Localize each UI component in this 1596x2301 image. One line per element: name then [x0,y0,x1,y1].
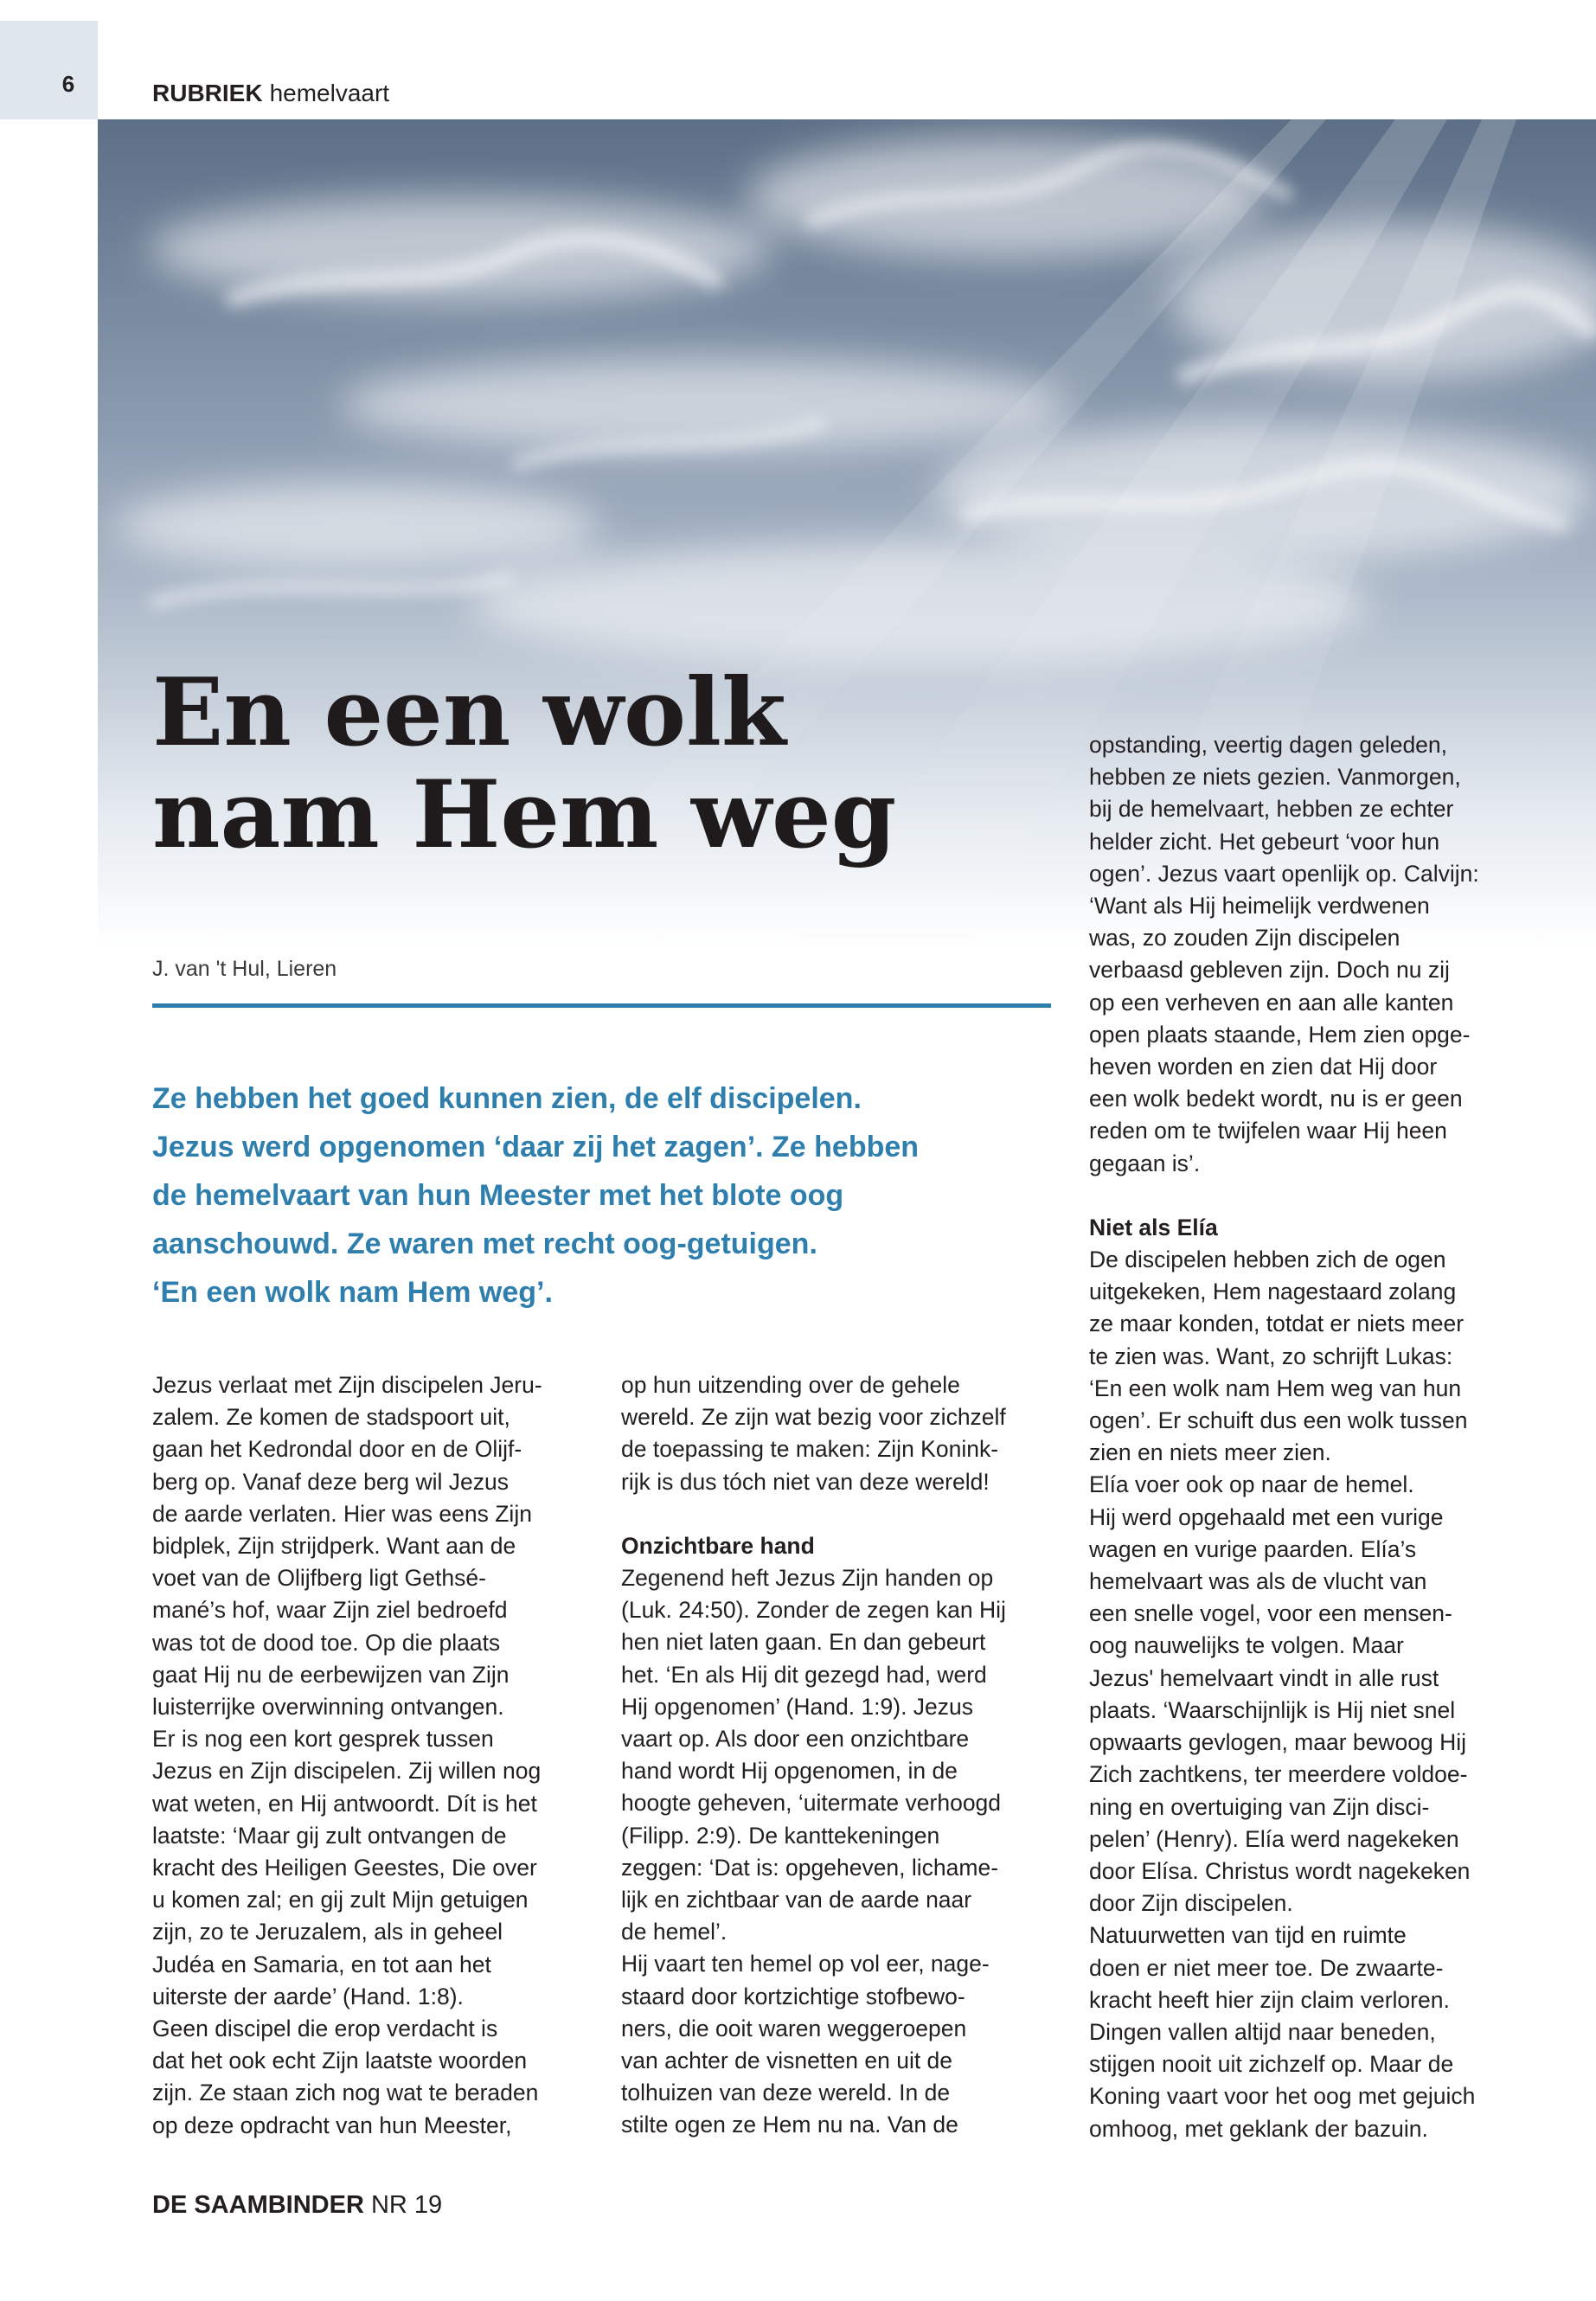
body-line: een snelle vogel, voor een mensen- [1089,1600,1452,1627]
body-line: zijn, zo te Jeruzalem, als in geheel [152,1919,503,1945]
body-line: Hij opgenomen’ (Hand. 1:9). Jezus [621,1693,974,1720]
body-line: plaats. ‘Waarschijnlijk is Hij niet snel [1089,1696,1456,1723]
body-line: (Luk. 24:50). Zonder de zegen kan Hij [621,1597,1006,1624]
body-line: ‘En een wolk nam Hem weg van hun [1089,1375,1462,1401]
body-line: door Elísa. Christus wordt nagekeken [1089,1857,1471,1884]
page-footer [152,2191,442,2220]
body-line: berg op. Vanaf deze berg wil Jezus [152,1468,509,1495]
article-author: J. van 't Hul, Lieren [152,957,337,981]
body-line: opwaarts gevlogen, maar bewoog Hij [1089,1729,1467,1756]
article-title [152,658,1061,869]
body-line: gegaan is’. [1089,1150,1201,1176]
body-line: Geen discipel die erop verdacht is [152,2016,498,2042]
intro-line: Jezus werd opgenomen ‘daar zij het zagen’. Ze hebben [152,1131,920,1163]
body-line: Koning vaart voor het oog met gejuich [1089,2083,1476,2110]
body-line: wat weten, en Hij antwoordt. Dít is het [152,1790,537,1817]
title-divider [152,1003,1051,1008]
paragraph-gap [621,1498,1062,1530]
body-line: op hun uitzending over de gehele [621,1372,960,1398]
body-column-1 [152,1369,593,2142]
body-line: voet van de Olijfberg ligt Gethsé- [152,1565,486,1592]
body-line: zalem. Ze komen de stadspoort uit, [152,1404,510,1431]
body-line: bidplek, Zijn strijdperk. Want aan de [152,1533,516,1560]
body-line: oog nauwelijks te volgen. Maar [1089,1632,1404,1659]
body-line: tolhuizen van deze wereld. In de [621,2080,951,2106]
body-line: hebben ze niets gezien. Vanmorgen, [1089,764,1461,791]
body-line: op een verheven en aan alle kanten [1089,989,1454,1016]
subheading-onzichtbare-hand: Onzichtbare hand [621,1532,815,1559]
body-line: u komen zal; en gij zult Mijn getuigen [152,1887,529,1913]
body-line: lijk en zichtbaar van de aarde naar [621,1887,972,1913]
body-line: Natuurwetten van tijd en ruimte [1089,1922,1407,1949]
body-line: Zich zachtkens, ter meerdere voldoe- [1089,1761,1468,1788]
body-line: laatste: ‘Maar gij zult ontvangen de [152,1822,507,1849]
body-line: doen er niet meer toe. De zwaarte- [1089,1954,1444,1981]
body-line: van achter de visnetten en uit de [621,2048,953,2074]
body-line: Jezus verlaat met Zijn discipelen Jeru- [152,1372,542,1398]
body-line: Judéa en Samaria, en tot aan het [152,1951,491,1977]
body-column-3 [1089,729,1574,2145]
body-line: Jezus en Zijn discipelen. Zij willen nog [152,1758,542,1785]
body-line: bij de hemelvaart, hebben ze echter [1089,796,1454,823]
subheading-niet-als-elia: Niet als Elía [1089,1214,1218,1240]
body-line: op deze opdracht van hun Meester, [152,2112,512,2138]
intro-line: de hemelvaart van hun Meester met het blote oog [152,1179,844,1212]
body-line: De discipelen hebben zich de ogen [1089,1247,1446,1273]
body-line: uiterste der aarde’ (Hand. 1:8). [152,1983,464,2009]
body-line: heven worden en zien dat Hij door [1089,1054,1438,1080]
body-line: luisterrijke overwinning ontvangen. [152,1694,504,1721]
article-intro [152,1074,1035,1317]
body-line: door Zijn discipelen. [1089,1890,1293,1917]
body-line: ‘Want als Hij heimelijk verdwenen [1089,893,1430,920]
magazine-name: DE SAAMBINDER [152,2191,364,2219]
title-line: En een wolk [152,658,786,767]
intro-line: Ze hebben het goed kunnen zien, de elf discipelen. [152,1082,862,1115]
body-line: omhoog, met geklank der bazuin. [1089,2115,1428,2142]
body-column-2 [621,1369,1062,2142]
body-line: verbaasd gebleven zijn. Doch nu zij [1089,957,1450,984]
body-line: ogen’. Er schuift dus een wolk tussen [1089,1407,1468,1434]
body-line: kracht des Heiligen Geestes, Die over [152,1855,537,1881]
body-line: hand wordt Hij opgenomen, in de [621,1758,958,1785]
body-line: de hemel’. [621,1919,727,1945]
title-line: nam Hem weg [152,760,897,869]
body-line: Hij werd opgehaald met een vurige [1089,1503,1444,1530]
body-line: open plaats staande, Hem zien opge- [1089,1021,1471,1048]
body-line: opstanding, veertig dagen geleden, [1089,732,1448,758]
body-line: ners, die ooit waren weggeroepen [621,2015,967,2041]
body-line: (Filipp. 2:9). De kanttekeningen [621,1822,940,1849]
body-line: pelen’ (Henry). Elía werd nagekeken [1089,1825,1459,1852]
body-line: stijgen nooit uit zichzelf op. Maar de [1089,2051,1454,2078]
issue-number: NR 19 [370,2191,443,2219]
body-line: wagen en vurige paarden. Elía’s [1089,1535,1417,1562]
intro-line: ‘En een wolk nam Hem weg’. [152,1276,553,1309]
page-number: 6 [61,71,75,97]
body-line: gaan het Kedrondal door en de Olijf- [152,1436,522,1463]
body-line: ze maar konden, totdat er niets meer [1089,1311,1465,1337]
body-line: een wolk bedekt wordt, nu is er geen [1089,1086,1463,1112]
body-line: ning en overtuiging van Zijn disci- [1089,1793,1430,1820]
body-line: kracht heeft hier zijn claim verloren. [1089,1986,1450,2013]
body-line: was, zo zouden Zijn discipelen [1089,925,1401,952]
body-line: staard door kortzichtige stofbewo- [621,1983,965,2009]
body-line: hemelvaart was als de vlucht van [1089,1568,1427,1595]
body-line: helder zicht. Het gebeurt ‘voor hun [1089,828,1440,855]
body-line: gaat Hij nu de eerbewijzen van Zijn [152,1661,510,1688]
body-line: hoogte geheven, ‘uitermate verhoogd [621,1790,1002,1817]
body-line: reden om te twijfelen waar Hij heen [1089,1118,1447,1144]
body-line: de toepassing te maken: Zijn Konink- [621,1436,999,1463]
body-line: te zien was. Want, zo schrijft Lukas: [1089,1343,1453,1369]
intro-line: aanschouwd. Ze waren met recht oog-getuigen. [152,1227,817,1260]
body-line: Er is nog een kort gesprek tussen [152,1726,494,1753]
page-number-box [0,21,98,119]
body-line: Dingen vallen altijd naar beneden, [1089,2018,1436,2045]
body-line: dat het ook echt Zijn laatste woorden [152,2048,528,2074]
section-name: RUBRIEK [152,80,263,106]
paragraph-gap [1089,1180,1574,1212]
body-line: het. ‘En als Hij dit gezegd had, werd [621,1661,987,1688]
body-line: de aarde verlaten. Hier was eens Zijn [152,1500,532,1527]
body-line: zijn. Ze staan zich nog wat te beraden [152,2080,539,2106]
body-line: hen niet laten gaan. En dan gebeurt [621,1629,986,1656]
section-topic: hemelvaart [269,80,390,106]
body-line: zien en niets meer zien. [1089,1439,1331,1466]
section-label [152,80,389,107]
body-line: Jezus' hemelvaart vindt in alle rust [1089,1664,1439,1691]
body-line: vaart op. Als door een onzichtbare [621,1726,970,1753]
body-line: zeggen: ‘Dat is: opgeheven, lichame- [621,1854,999,1881]
body-line: rijk is dus tóch niet van deze wereld! [621,1468,990,1495]
body-line: wereld. Ze zijn wat bezig voor zichzelf [621,1404,1006,1431]
body-line: stilte ogen ze Hem nu na. Van de [621,2112,958,2138]
body-line: was tot de dood toe. Op die plaats [152,1629,501,1656]
body-line: ogen’. Jezus vaart openlijk op. Calvijn: [1089,860,1479,887]
body-line: Hij vaart ten hemel op vol eer, nage- [621,1951,990,1977]
body-line: Elía voer ook op naar de hemel. [1089,1471,1414,1498]
body-line: Zegenend heft Jezus Zijn handen op [621,1565,994,1592]
body-line: uitgekeken, Hem nagestaard zolang [1089,1279,1457,1305]
body-line: mané’s hof, waar Zijn ziel bedroefd [152,1597,508,1624]
